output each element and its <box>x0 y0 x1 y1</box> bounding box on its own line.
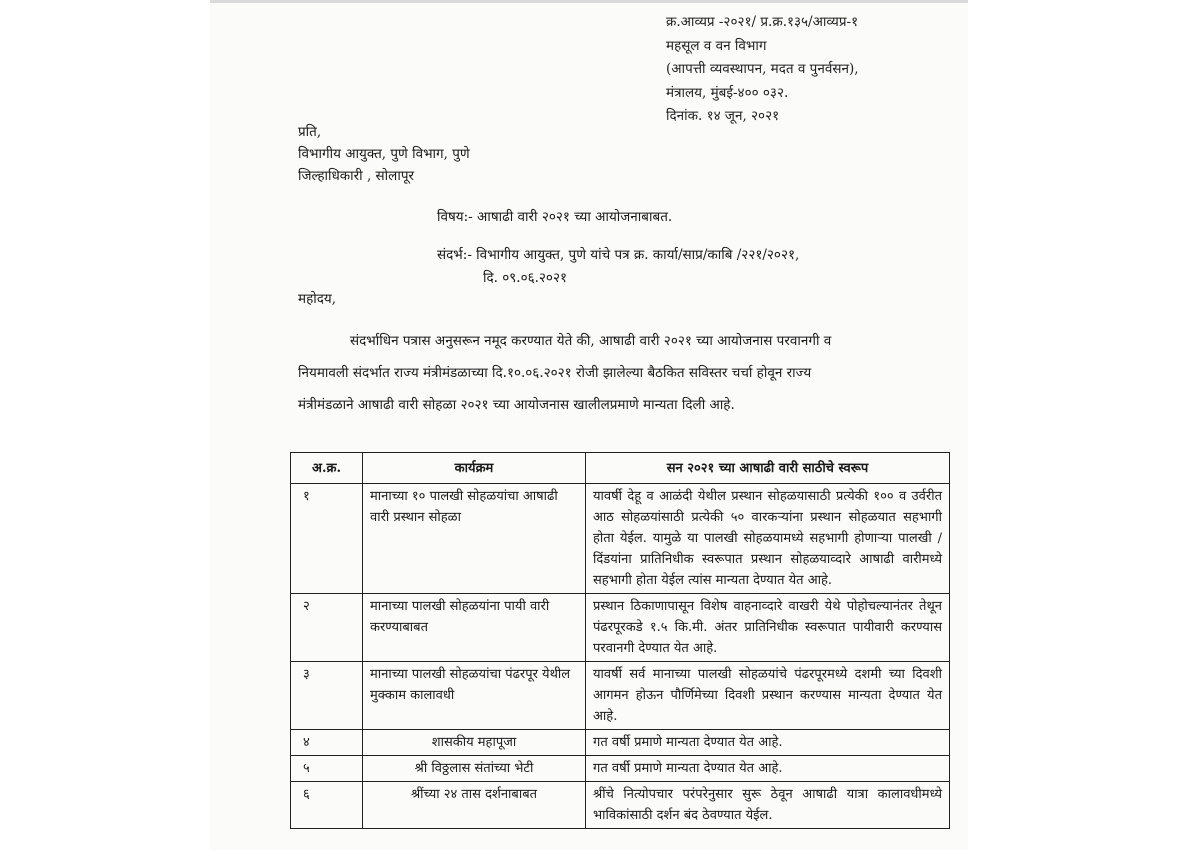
recipients-block <box>298 121 470 187</box>
row-number: २ <box>291 594 363 662</box>
department-division: (आपत्ती व्यवस्थापन, मदत व पुनर्वसन), <box>666 61 859 77</box>
header-serial: अ.क्र. <box>291 453 363 484</box>
table-row <box>291 484 950 594</box>
file-number: क्र.आव्यप्र -२०२१/ प्र.क्र.१३५/आव्यप्र-१ <box>666 14 859 30</box>
row-program: श्रींच्या २४ तास दर्शनाबाबत <box>363 782 586 829</box>
program-table <box>290 452 950 829</box>
paragraph-line-2: नियमावली संदर्भात राज्य मंत्रीमंडळाच्या दि.१०.०६.२०२१ रोजी झालेल्या बैठकित सविस्तर चर्चा होवून राज्य <box>298 365 812 381</box>
row-description: गत वर्षी प्रमाणे मान्यता देण्यात येत आहे. <box>586 756 950 782</box>
table-row <box>291 662 950 730</box>
row-program: मानाच्या १० पालखी सोहळयांचा आषाढी वारी प्रस्थान सोहळा <box>363 484 586 594</box>
table-row <box>291 730 950 756</box>
row-number: ४ <box>291 730 363 756</box>
reference-block <box>437 244 799 290</box>
table-row <box>291 782 950 829</box>
row-description: यावर्षी सर्व मानाच्या पालखी सोहळयांचे पंढरपूरमध्ये दशमी च्या दिवशी आगमन होऊन पौर्णिमेच्या दिवशी प्रस्थान करण्यास मान्यता देण्यात येत आहे. <box>586 662 950 730</box>
row-description: यावर्षी देहू व आळंदी येथील प्रस्थान सोहळयासाठी प्रत्येकी १०० व उर्वरीत आठ सोहळयांसाठी प्रत्येकी ५० वारकऱ्यांना प्रस्थान सोहळयात सहभागी होता येईल. यामुळे या पालखी सोहळयामध्ये सहभागी होणाऱ्या पालखी / दिंडयांना प्रातिनिधीक स्वरूपात प्रस्थान सोहळयाव्दारे आषाढी वारीमध्ये सहभागी होता येईल त्यांस मान्यता देण्यात येत आहे. <box>586 484 950 594</box>
header-program: कार्यक्रम <box>363 453 586 484</box>
letter-header <box>666 11 859 129</box>
document-page <box>210 0 968 850</box>
office-address: मंत्रालय, मुंबई-४०० ०३२. <box>666 84 789 101</box>
row-description: प्रस्थान ठिकाणापासून विशेष वाहनाव्दारे वाखरी येथे पोहोचल्यानंतर तेथून पंढरपूरकडे १.५ कि.मी. अंतर प्रातिनिधीक स्वरूपात पायीवारी करण्यास परवानगी देण्यात येत आहे. <box>586 594 950 662</box>
body-paragraph <box>298 325 943 421</box>
table-row <box>291 756 950 782</box>
paragraph-line-1: संदर्भाधिन पत्रास अनुसरून नमूद करण्यात येते की, आषाढी वारी २०२१ च्या आयोजनास परवानगी व <box>350 333 832 349</box>
table-header-row <box>291 453 950 484</box>
row-program: मानाच्या पालखी सोहळयांना पायी वारी करण्याबाबत <box>363 594 586 662</box>
row-number: ३ <box>291 662 363 730</box>
reference-line-2: दि. ०९.०६.२०२१ <box>483 270 567 286</box>
table-row <box>291 594 950 662</box>
row-program: श्री विठ्ठलास संतांच्या भेटी <box>363 756 586 782</box>
paragraph-line-3: मंत्रीमंडळाने आषाढी वारी सोहळा २०२१ च्या आयोजनास खालीलप्रमाणे मान्यता दिली आहे. <box>298 397 735 413</box>
recipient-1: विभागीय आयुक्त, पुणे विभाग, पुणे <box>298 146 470 162</box>
row-program: मानाच्या पालखी सोहळयांचा पंढरपूर येथील मुक्काम कालावधी <box>363 662 586 730</box>
salutation: महोदय, <box>298 291 337 307</box>
row-description: गत वर्षी प्रमाणे मान्यता देण्यात येत आहे. <box>586 730 950 756</box>
reference-line-1: संदर्भ:- विभागीय आयुक्त, पुणे यांचे पत्र क्र. कार्या/साप्र/काबि /२२१/२०२१, <box>437 247 800 263</box>
department-name: महसूल व वन विभाग <box>666 37 767 54</box>
prati-label: प्रति, <box>298 124 322 140</box>
letter-date: दिनांक. १४ जून, २०२१ <box>666 108 780 124</box>
header-format: सन २०२१ च्या आषाढी वारी साठीचे स्वरूप <box>586 453 950 484</box>
row-number: ५ <box>291 756 363 782</box>
row-program: शासकीय महापूजा <box>363 730 586 756</box>
row-description: श्रींचे नित्योपचार परंपरेनुसार सुरू ठेवून आषाढी यात्रा कालावधीमध्ये भाविकांसाठी दर्शन बंद ठेवण्यात येईल. <box>586 782 950 829</box>
row-number: ६ <box>291 782 363 829</box>
row-number: १ <box>291 484 363 594</box>
recipient-2: जिल्हाधिकारी , सोलापूर <box>298 168 415 184</box>
subject-line: विषय:- आषाढी वारी २०२१ च्या आयोजनाबाबत. <box>437 209 673 225</box>
